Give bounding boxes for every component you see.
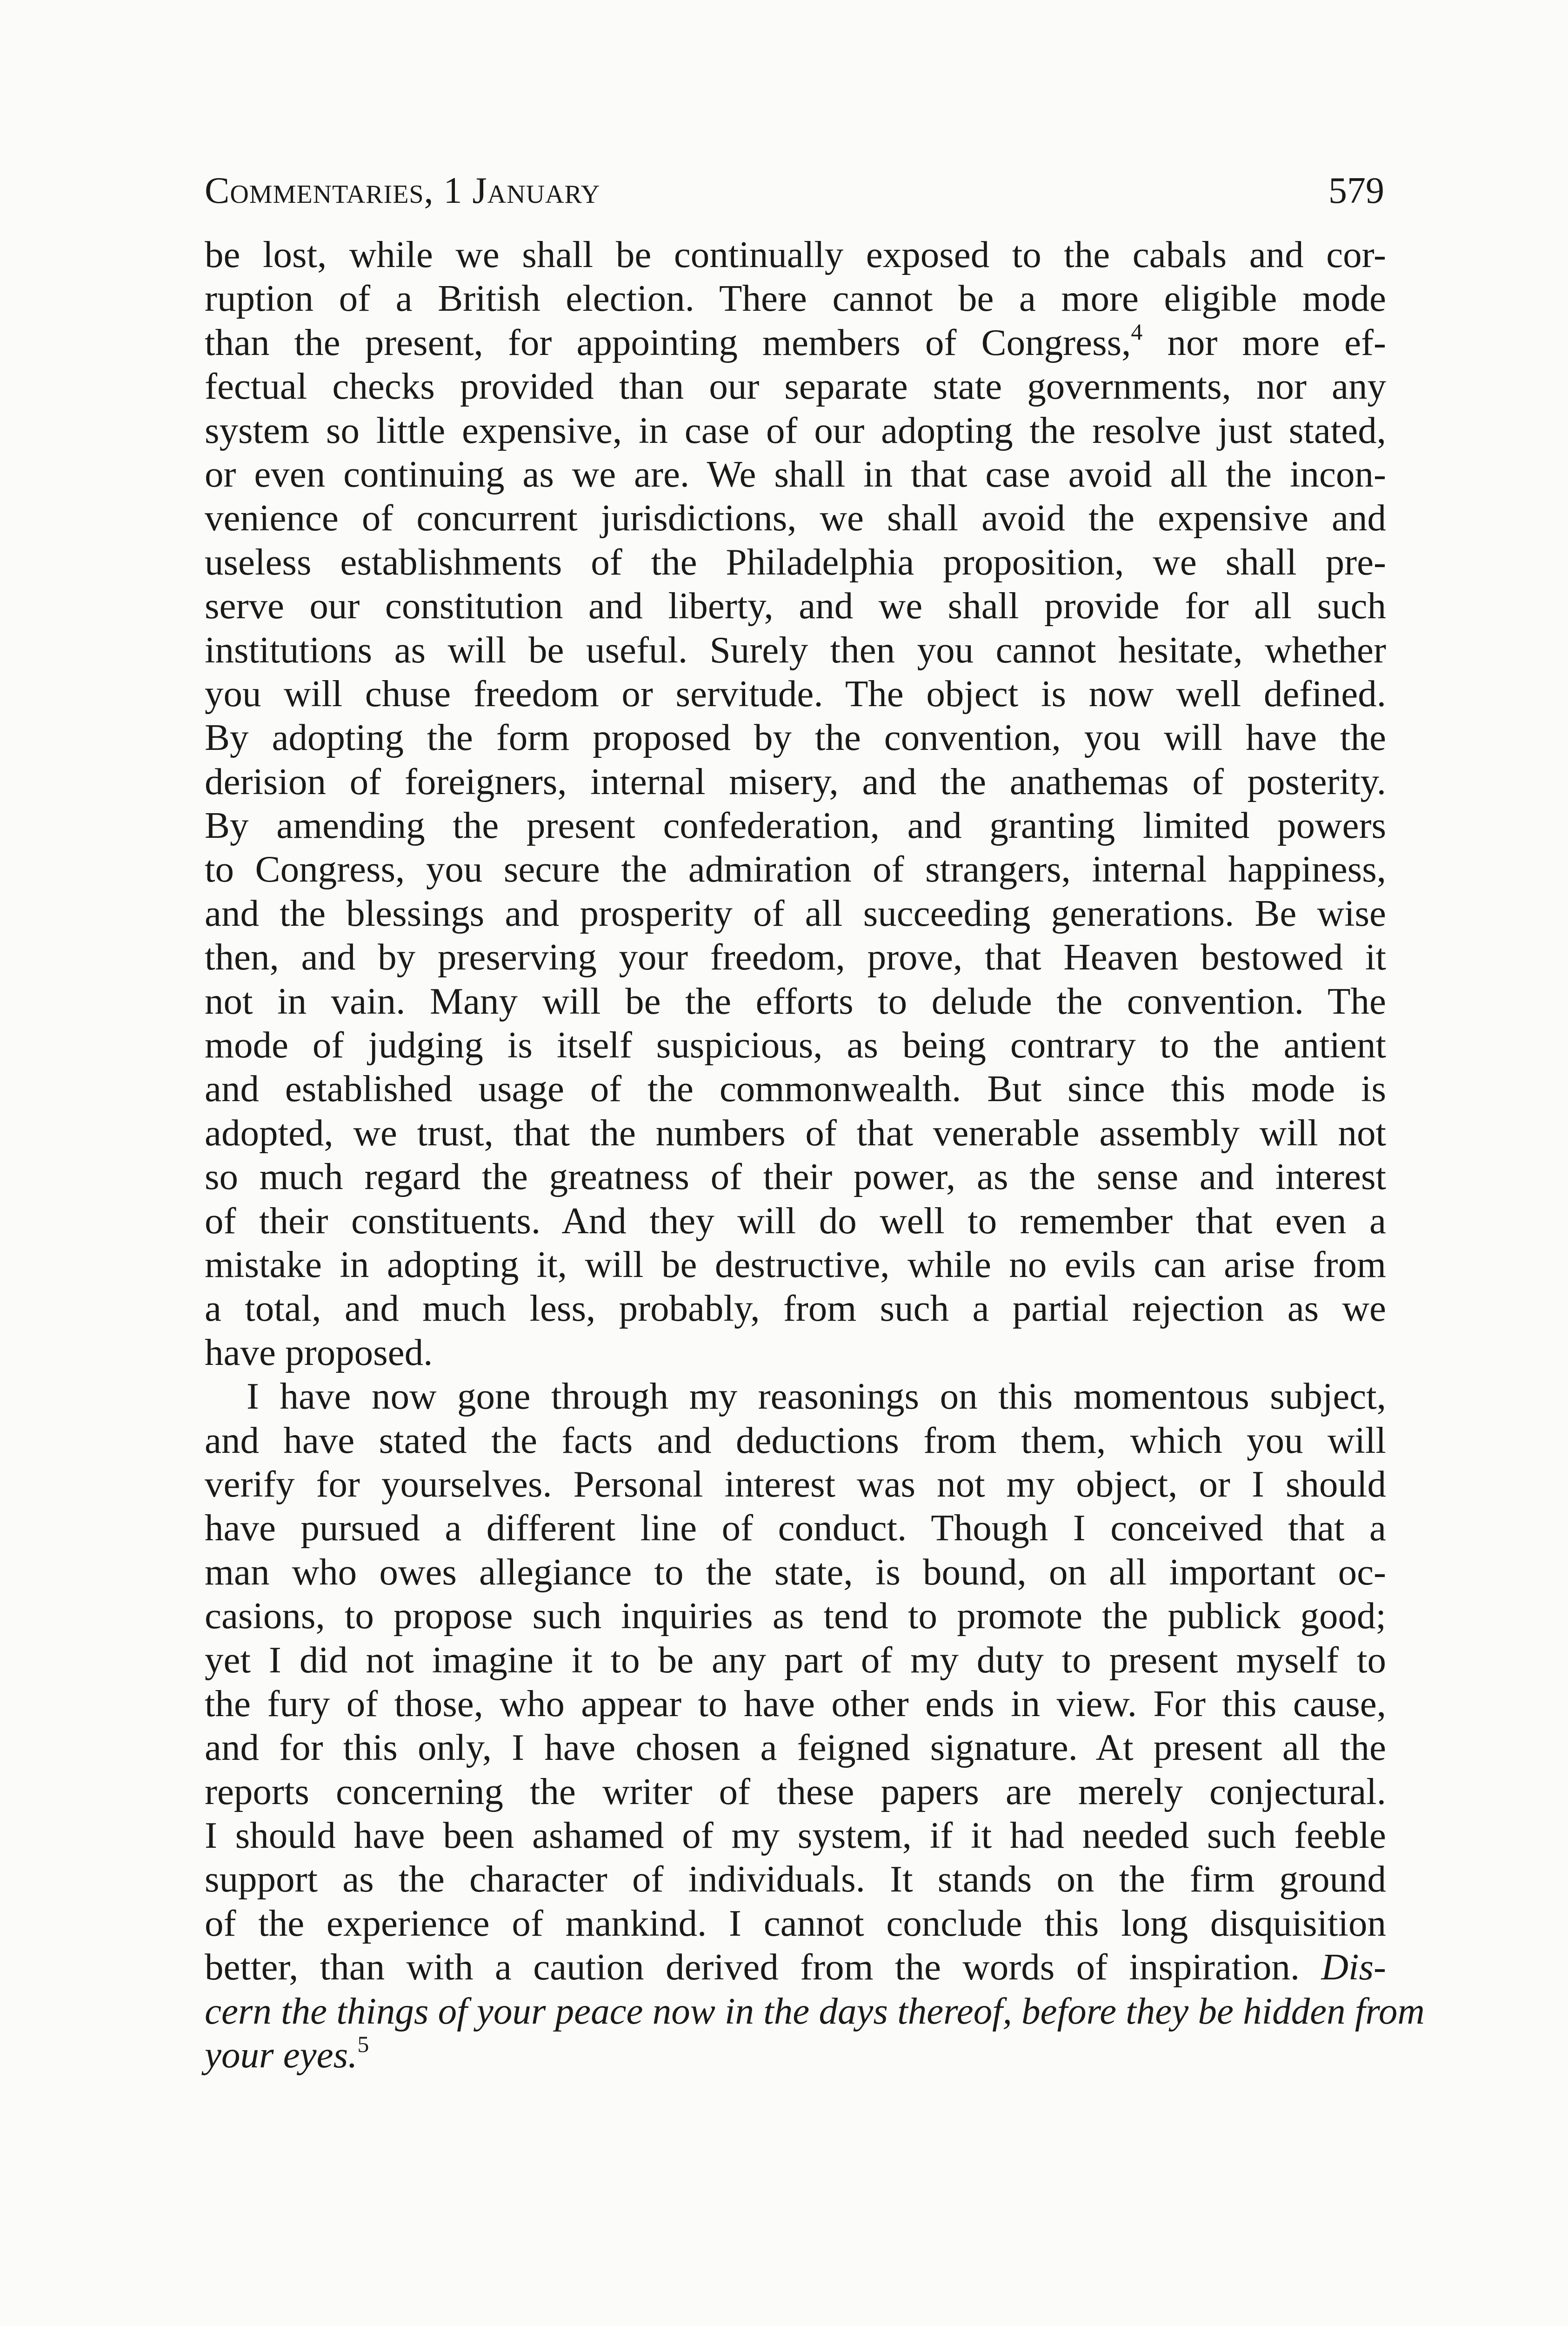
text-line: you will chuse freedom or servitude. The object is now well defined. [205, 672, 1386, 715]
text-segment: nor more ef- [1142, 321, 1386, 363]
page-number: 579 [1328, 170, 1384, 211]
text-line: and established usage of the commonwealth. But since this mode is [205, 1068, 1386, 1110]
text-line: to Congress, you secure the admiration of strangers, internal happiness, [205, 848, 1386, 890]
body-text [205, 233, 1425, 2077]
running-head [205, 165, 1384, 216]
text-line: casions, to propose such inquiries as tend to promote the publick good; [205, 1595, 1386, 1637]
text-line: fectual checks provided than our separate state governments, nor any [205, 365, 1386, 408]
text-line: and for this only, I have chosen a feigned signature. At present all the [205, 1726, 1386, 1769]
text-line: verify for yourselves. Personal interest was not my object, or I should [205, 1463, 1386, 1505]
scripture-quote-line: cern the things of your peace now in the days thereof, before they be hidden from [205, 1990, 1425, 2032]
text-line: venience of concurrent jurisdictions, we shall avoid the expensive and [205, 497, 1386, 539]
text-line: support as the character of individuals. It stands on the firm ground [205, 1858, 1386, 1900]
text-line: so much regard the greatness of their power, as the sense and interest [205, 1156, 1386, 1198]
running-head-title: Commentaries, 1 January [205, 170, 601, 211]
text-line: and the blessings and prosperity of all succeeding generations. Be wise [205, 892, 1386, 934]
text-line [205, 1945, 1386, 1989]
scripture-quote: Dis- [1321, 1946, 1386, 1988]
text-segment: better, than with a caution derived from the words of inspiration. [205, 1946, 1321, 1988]
text-line: and have stated the facts and deductions from them, which you will [205, 1419, 1386, 1461]
text-line: serve our constitution and liberty, and we shall provide for all such [205, 585, 1386, 627]
text-line: By adopting the form proposed by the convention, you will have the [205, 716, 1386, 759]
text-line: adopted, we trust, that the numbers of that venerable assembly will not [205, 1111, 1386, 1154]
text-segment: than the present, for appointing members of Congress, [205, 321, 1131, 363]
text-line: then, and by preserving your freedom, prove, that Heaven bestowed it [205, 936, 1386, 978]
text-line: yet I did not imagine it to be any part of my duty to present myself to [205, 1638, 1386, 1681]
text-line: mode of judging is itself suspicious, as being contrary to the antient [205, 1024, 1386, 1066]
text-line: have proposed. [205, 1331, 433, 1373]
text-line: I should have been ashamed of my system, if it had needed such feeble [205, 1814, 1386, 1857]
text-line: a total, and much less, probably, from such a partial rejection as we [205, 1287, 1386, 1330]
text-line: of their constituents. And they will do well to remember that even a [205, 1199, 1386, 1242]
text-line: have pursued a different line of conduct. Though I conceived that a [205, 1507, 1386, 1549]
text-line: of the experience of mankind. I cannot conclude this long disquisition [205, 1902, 1386, 1944]
text-line: system so little expensive, in case of our adopting the resolve just stated, [205, 409, 1386, 451]
text-line: not in vain. Many will be the efforts to delude the convention. The [205, 980, 1386, 1022]
text-line: mistake in adopting it, will be destructive, while no evils can arise from [205, 1243, 1386, 1285]
text-line: By amending the present confederation, and granting limited powers [205, 804, 1386, 847]
scripture-quote: your eyes. [205, 2034, 358, 2076]
text-line [205, 2033, 1386, 2077]
text-line: institutions as will be useful. Surely then you cannot hesitate, whether [205, 628, 1386, 671]
footnote-reference: 4 [1131, 318, 1143, 345]
text-line: ruption of a British election. There cannot be a more eligible mode [205, 277, 1386, 320]
text-line: or even continuing as we are. We shall in that case avoid all the incon- [205, 453, 1386, 495]
text-line: I have now gone through my reasonings on this momentous subject, [247, 1375, 1386, 1417]
text-line: derision of foreigners, internal misery, and the anathemas of posterity. [205, 760, 1386, 802]
text-line: reports concerning the writer of these papers are merely conjectural. [205, 1770, 1386, 1812]
text-line: be lost, while we shall be continually exposed to the cabals and cor- [205, 234, 1386, 275]
text-line: useless establishments of the Philadelphia proposition, we shall pre- [205, 541, 1386, 583]
text-line: the fury of those, who appear to have other ends in view. For this cause, [205, 1682, 1386, 1724]
footnote-reference: 5 [357, 2031, 369, 2058]
text-line [205, 318, 1386, 364]
text-line: man who owes allegiance to the state, is bound, on all important oc- [205, 1551, 1386, 1593]
